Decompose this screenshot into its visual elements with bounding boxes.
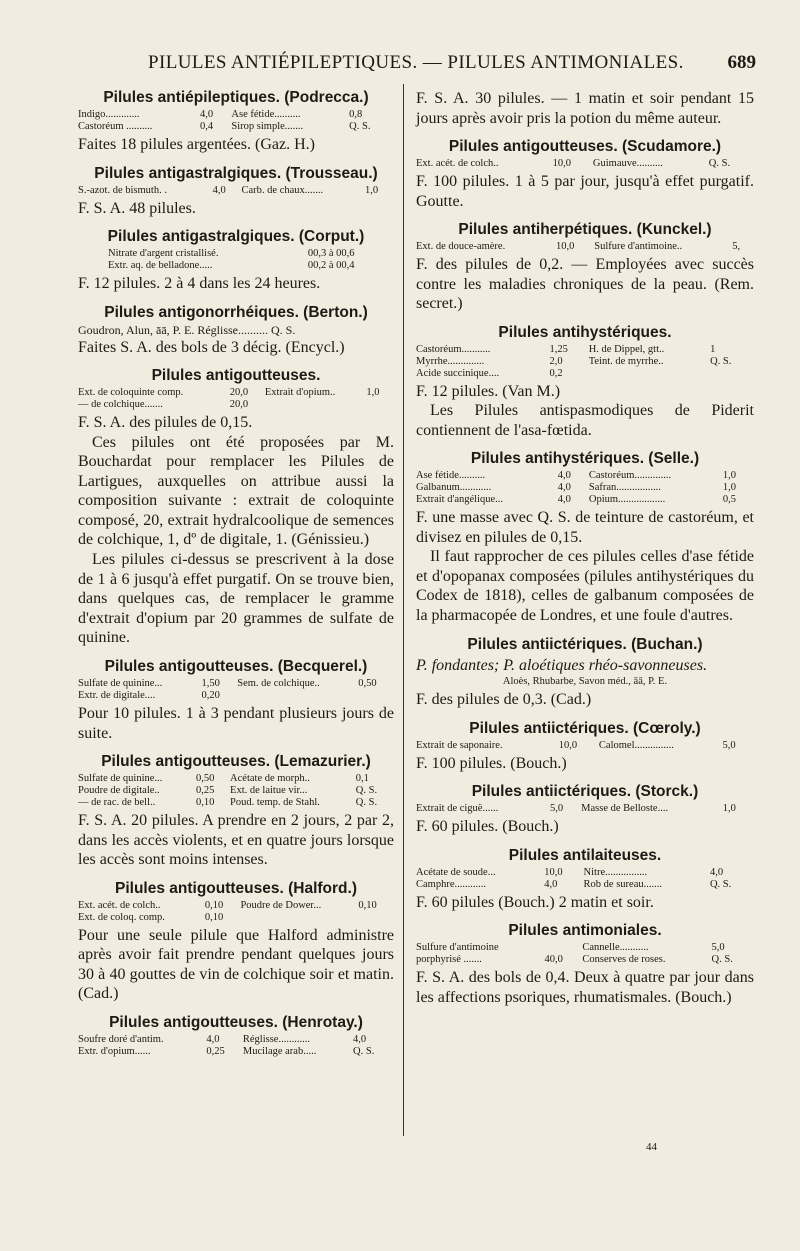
ingredient-name: Ext. acét. de colch.. (78, 899, 161, 911)
ingredients-table (416, 241, 754, 253)
left-column (78, 88, 394, 1060)
ingredient-name: Extr. d'opium...... (78, 1045, 151, 1057)
ingredient-amount: Q. S. (349, 121, 371, 132)
ingredient-amount: 2,0 (549, 355, 563, 367)
ingredient-name: Castoréum.............. (588, 470, 672, 482)
ingredient-row (78, 248, 394, 260)
ingredient-name: Ext. de laitue vir... (230, 785, 308, 797)
ingredient-amount: 20,0 (229, 399, 249, 410)
ingredient-name: Sulfate de quinine... (78, 773, 163, 785)
section-heading: Pilules antigoutteuses. (Henrotay.) (109, 1013, 363, 1031)
ingredient-name: Cannelle........... (582, 942, 649, 954)
ingredient-row (78, 912, 394, 924)
ingredient-name: Castoréum........... (416, 343, 491, 355)
recipe-text: F. des pilules de 0,2. — Employées avec succès contre les maladies chroniques de la peau. (Rem. secret.) (416, 256, 754, 312)
ingredient-name: Myrrhe.............. (416, 355, 485, 367)
ingredient-amount: 10,0 (556, 241, 575, 252)
paragraph: Les pilules ci-dessus se prescrivent à la dose de 1 à 6 jusqu'à effet purgatif. On se trouve bien, dans quelques cas, de remplacer le gramme d'extrait d'opium par 20 grammes de sulfate de quinine. (78, 551, 394, 647)
ingredient-row (78, 773, 394, 785)
ingredients-table (78, 248, 394, 272)
ingredient-amount: 4,0 (709, 866, 724, 878)
ingredient-amount: 00,2 à 00,4 (307, 260, 355, 271)
recipe-text: F. S. A. des bols de 0,4. Deux à quatre par jour dans les affections psoriques, rhumatismales. (Bouch.) (416, 969, 754, 1006)
ingredient-amount: 0,25 (206, 1045, 225, 1057)
ingredients-line: Goudron, Alun, āā, P. E. Réglisse.......... Q. S. (78, 322, 296, 337)
ingredient-amount: 20,0 (229, 387, 249, 398)
ingredient-name: Ext. de douce-amère. (416, 241, 506, 252)
ingredient-name: Calomel............... (598, 739, 674, 751)
ingredient-name: Extrait de saponaire. (416, 739, 503, 751)
section-heading: Pilules antigastralgiques. (Trousseau.) (94, 164, 378, 182)
recipe-text: F. 100 pilules. 1 à 5 par jour, jusqu'à effet purgatif. Goutte. (416, 173, 754, 210)
ingredient-amount: 0,1 (355, 773, 369, 785)
section-heading: Pilules antihystériques. (Selle.) (470, 450, 700, 468)
recipe-text: F. S. A. 30 pilules. — 1 matin et soir pendant 15 jours après avoir pris la potion du même auteur. (416, 90, 754, 127)
ingredient-amount (710, 368, 754, 380)
recipe-text: Faites S. A. des bols de 3 décig. (Encycl.) (78, 338, 345, 356)
ingredient-amount: Q. S. (710, 355, 732, 367)
ingredient-name: Guimauve.......... (592, 158, 663, 169)
ingredient-name: Sulfate de quinine... (78, 678, 163, 690)
ingredient-row (78, 109, 394, 121)
ingredient-name (589, 368, 710, 380)
ingredient-amount (544, 942, 582, 954)
ingredient-name: Soufre doré d'antim. (78, 1033, 164, 1045)
ingredient-amount: Q. S. (708, 158, 731, 169)
ingredient-row (416, 241, 754, 253)
ingredient-row (416, 482, 754, 494)
ingredients-table (78, 773, 394, 809)
ingredient-amount: Q. S. (709, 878, 732, 890)
ingredient-name: — de rac. de bell.. (78, 797, 156, 809)
ingredient-name: Camphre............ (416, 878, 486, 890)
ingredient-row (416, 368, 754, 380)
ingredient-amount: 1,0 (722, 470, 736, 482)
recipe-text: F. 60 pilules (Bouch.) 2 matin et soir. (416, 893, 654, 911)
ingredient-amount: 0,50 (195, 773, 215, 785)
ingredient-amount: 1,0 (722, 803, 736, 815)
ingredient-amount: 4,0 (544, 878, 558, 890)
ingredient-name: Conserves de roses. (582, 954, 666, 966)
ingredient-name: Sulfure d'antimoine.. (594, 241, 683, 252)
recipe-text: Faites 18 pilules argentées. (Gaz. H.) (78, 136, 315, 153)
ingredient-amount: 0,25 (195, 785, 215, 797)
ingredient-name: H. de Dippel, gtt.. (588, 343, 665, 355)
ingredient-name: Teint. de myrrhe.. (588, 355, 664, 367)
column-divider (403, 84, 404, 1136)
section-heading: Pilules antihystériques. (498, 323, 672, 341)
section-heading: Pilules antiictériques. (Storck.) (471, 783, 699, 801)
ingredient-amount: 0,50 (358, 678, 377, 690)
ingredient-name: Sem. de colchique.. (237, 678, 320, 690)
ingredient-name: Poudre de Dower... (240, 899, 322, 911)
ingredient-row (416, 344, 754, 356)
ingredient-amount: 0,10 (204, 911, 224, 923)
ingredient-row (78, 785, 394, 797)
ingredient-amount: 1,25 (549, 343, 568, 355)
ingredient-row (416, 867, 754, 879)
ingredient-row (78, 121, 394, 133)
recipe-text: F. 12 pilules. (Van M.) (416, 382, 561, 400)
recipe-text: F. S. A. 48 pilules. (78, 199, 196, 217)
ingredient-amount: Q. S. (711, 954, 733, 966)
ingredient-amount: 5,0 (550, 803, 564, 815)
ingredient-name: Rob de sureau....... (583, 878, 662, 890)
ingredients-table (78, 387, 394, 411)
ingredient-name: Ext. acét. de colch.. (416, 158, 499, 169)
paragraph: Il faut rapprocher de ces pilules celles d'ase fétide et d'opopanax composées (pilules antihystériques du Codex de 1818), celles de galbanum composées de la pharmacopée de Londres, et une foule d'autres. (416, 548, 754, 624)
running-header (0, 52, 800, 82)
ingredient-name: Galbanum............ (416, 482, 492, 494)
ingredient-row (78, 900, 394, 912)
ingredient-amount: 0,10 (204, 899, 224, 911)
ingredient-amount: 5,0 (711, 942, 725, 954)
ingredients-line: Aloès, Rhubarbe, Savon méd., āā, P. E. (502, 676, 668, 688)
ingredient-row (416, 356, 754, 368)
ingredient-row (78, 399, 394, 411)
ingredient-name: Réglisse............ (242, 1033, 310, 1045)
section-heading: Pilules antigoutteuses. (Halford.) (115, 879, 357, 897)
page-number: 689 (727, 52, 756, 73)
section-subtitle: P. fondantes; P. aloétiques rhéo-savonneuses. (416, 656, 708, 674)
ingredients-table (416, 158, 754, 170)
section-heading: Pilules antigonorrhéiques. (Berton.) (104, 303, 368, 321)
section-heading: Pilules antiherpétiques. (Kunckel.) (458, 221, 712, 238)
ingredient-row (78, 678, 394, 690)
ingredient-name: Carb. de chaux....... (241, 184, 324, 196)
ingredient-name: Ase fétide.......... (416, 470, 486, 482)
recipe-text: F. S. A. 20 pilules. A prendre en 2 jours, 2 par 2, dans les accès violents, et en quatre jours lorsque les accès sont moins intenses. (78, 812, 394, 869)
section-heading: Pilules antigoutteuses. (151, 367, 321, 384)
ingredients-table (78, 185, 394, 197)
ingredient-row (78, 690, 394, 702)
ingredient-name: Extrait d'opium.. (264, 387, 336, 398)
ingredient-amount: 5,0 (722, 739, 736, 751)
ingredient-amount: 10,0 (552, 158, 571, 169)
ingredient-row (78, 1046, 394, 1058)
ingredient-name: Extr. de digitale.... (78, 690, 156, 702)
ingredient-row (416, 158, 754, 170)
ingredient-name: Ext. de coloq. comp. (78, 911, 165, 923)
ingredient-row (416, 954, 754, 966)
ingredient-amount: 0,20 (201, 690, 220, 702)
ingredients-table (416, 470, 754, 506)
ingredient-name: Mucilage arab..... (242, 1045, 317, 1057)
ingredients-table (78, 900, 394, 924)
ingredient-row (416, 942, 754, 954)
ingredient-name: Acétate de morph.. (230, 773, 310, 785)
ingredient-amount: 0,4 (200, 121, 214, 132)
ingredient-name (265, 399, 367, 411)
ingredient-amount: 0,2 (549, 367, 563, 379)
running-title: PILULES ANTIÉPILEPTIQUES. — PILULES ANTIMONIALES. (148, 52, 684, 73)
ingredient-name: Ext. de coloquinte comp. (78, 387, 184, 398)
ingredient-amount: Q. S. (355, 797, 378, 809)
ingredient-amount: 40,0 (544, 954, 563, 966)
ingredient-amount: Q. S. (353, 1045, 375, 1057)
ingredient-amount: 1,50 (201, 678, 220, 690)
ingredient-name: Sirop simple....... (231, 121, 304, 132)
recipe-text: F. S. A. des pilules de 0,15. (78, 414, 253, 431)
ingredient-amount: 10,0 (544, 866, 563, 878)
ingredient-name: Extr. aq. de belladone..... (108, 260, 213, 271)
ingredient-name: Acétate de soude... (416, 866, 496, 878)
ingredients-table (78, 109, 394, 133)
ingredient-amount: 5, (732, 241, 741, 252)
ingredient-name: Extrait d'angélique... (416, 494, 504, 506)
ingredients-table (78, 1034, 394, 1058)
ingredient-name: Masse de Belloste.... (581, 803, 669, 815)
paragraph: Ces pilules ont été proposées par M. Bouchardat pour remplacer les Pilules de Lartigues, auxquelles on attribue aussi la composition suivante : extrait de coloquinte composé, 20, extrait hydralcoolique de semences de colchique, 1, dº de digitale, 1. (Génissieu.) (78, 433, 394, 549)
ingredient-name: Acide succinique.... (416, 367, 500, 379)
ingredient-name (237, 690, 358, 702)
section-heading: Pilules antiictériques. (Cœroly.) (469, 719, 701, 737)
ingredient-name: Opium.................. (588, 494, 666, 506)
ingredients-table (416, 344, 754, 380)
ingredient-name: Indigo............. (78, 109, 140, 120)
ingredient-name: Poudre de digitale.. (78, 785, 160, 797)
recipe-text: F. des pilules de 0,3. (Cad.) (416, 691, 592, 709)
ingredient-row (78, 185, 394, 197)
recipe-text: F. 100 pilules. (Bouch.) (416, 754, 567, 772)
ingredient-name: Castoréum .......... (78, 121, 153, 132)
ingredient-name: Ase fétide.......... (231, 109, 301, 120)
recipe-text: F. une masse avec Q. S. de teinture de castoréum, et divisez en pilules de 0,15. (416, 509, 754, 546)
recipe-text: Pour 10 pilules. 1 à 3 pendant plusieurs jours de suite. (78, 705, 394, 742)
ingredient-amount: 00,3 à 00,6 (307, 248, 355, 259)
right-column (416, 88, 754, 1007)
ingredient-amount: 4,0 (353, 1033, 367, 1045)
ingredient-amount: 1,0 (722, 482, 736, 494)
ingredient-row (78, 797, 394, 809)
section-heading: Pilules antigoutteuses. (Scudamore.) (448, 138, 722, 155)
ingredient-row (78, 387, 394, 399)
ingredient-name: porphyrisé ....... (416, 954, 482, 966)
ingredient-amount: 1,0 (366, 387, 380, 398)
recipe-text: Pour une seule pilule que Halford administre après avoir fait prendre pendant quelques jours 30 à 40 gouttes de vin de colchique soir et matin. (Cad.) (78, 926, 394, 1003)
ingredient-row (416, 879, 754, 891)
signature-mark: 44 (646, 1141, 657, 1153)
ingredients-table (416, 740, 754, 752)
ingredient-amount (366, 399, 394, 411)
ingredient-amount: 1,0 (365, 184, 379, 196)
ingredient-amount: 10,0 (558, 739, 578, 751)
ingredient-amount (358, 912, 394, 924)
section-heading: Pilules antigoutteuses. (Becquerel.) (104, 658, 368, 676)
ingredients-table (78, 678, 394, 702)
ingredient-row (416, 494, 754, 506)
ingredient-amount (358, 690, 394, 702)
ingredient-row (416, 740, 754, 752)
section-heading: Pilules antigastralgiques. (Corput.) (107, 228, 365, 245)
ingredient-name: Sulfure d'antimoine (416, 942, 499, 954)
ingredient-name: Nitrate d'argent cristallisé. (108, 248, 219, 259)
ingredient-name: Poud. temp. de Stahl. (230, 797, 320, 809)
section-heading: Pilules antiictériques. (Buchan.) (467, 635, 703, 653)
ingredient-name: Extrait de ciguë...... (416, 803, 499, 815)
ingredient-amount: 4,0 (557, 470, 571, 482)
ingredient-name (240, 912, 358, 924)
ingredient-amount: 0,5 (722, 494, 736, 506)
section-heading: Pilules antigoutteuses. (Lemazurier.) (101, 753, 371, 771)
ingredient-row (78, 260, 394, 272)
ingredient-name: — de colchique....... (78, 399, 163, 410)
recipe-text: F. 60 pilules. (Bouch.) (416, 818, 559, 836)
ingredient-amount: Q. S. (355, 785, 378, 797)
recipe-text: F. 12 pilules. 2 à 4 dans les 24 heures. (78, 275, 321, 292)
ingredient-amount: 1 (710, 343, 716, 355)
ingredient-amount: 0,10 (358, 899, 377, 911)
ingredient-name: S.-azot. de bismuth. . (78, 184, 167, 196)
ingredient-row (78, 1034, 394, 1046)
ingredient-row (416, 470, 754, 482)
section-heading: Pilules antiépileptiques. (Podrecca.) (103, 89, 369, 106)
ingredient-name: Safran................. (588, 482, 661, 494)
ingredient-amount: 0,10 (195, 797, 215, 809)
ingredient-amount: 4,0 (206, 1033, 220, 1045)
paragraph: Les Pilules antispasmodiques de Piderit contiennent de l'asa-fœtida. (416, 402, 754, 439)
ingredient-amount: 4,0 (212, 184, 226, 196)
section-heading: Pilules antilaiteuses. (508, 846, 662, 864)
ingredient-name: Nitre................ (583, 866, 648, 878)
ingredient-amount: 4,0 (200, 109, 214, 120)
section-heading: Pilules antimoniales. (508, 922, 662, 940)
ingredients-table (416, 942, 754, 966)
ingredient-amount: 4,0 (557, 482, 571, 494)
ingredient-amount: 0,8 (349, 109, 363, 120)
ingredients-table (416, 803, 754, 815)
ingredient-row (416, 803, 754, 815)
ingredients-table (416, 867, 754, 891)
ingredient-amount: 4,0 (557, 494, 571, 506)
